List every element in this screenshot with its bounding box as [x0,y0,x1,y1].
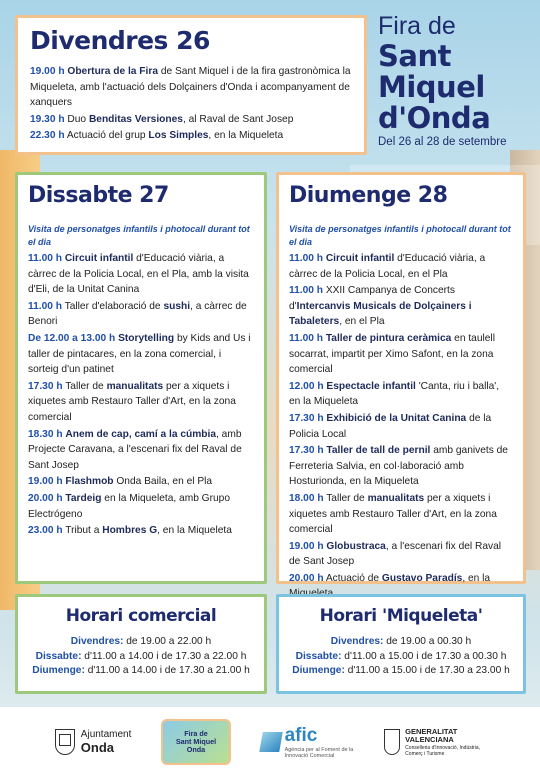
event-text-post: de la Policia Local [289,412,492,440]
card-dissabte [15,172,267,584]
event-text-post: Onda Baila, en el Pla [113,476,213,488]
event-time: 11.00 h [289,285,323,297]
heading-divendres: Divendres 26 [30,26,210,55]
event-item [30,112,352,128]
event-highlight: sushi [163,300,191,312]
hours-range: d'11.00 a 15.00 i de 17.30 a 23.00 h [344,665,510,677]
hours-range: de 19.00 a 00.30 h [383,636,472,647]
logo-fira-line3: Onda [186,745,206,754]
event-item [289,251,513,282]
heading-dissabte: Dissabte 27 [28,183,169,208]
event-time: 20.00 h [289,572,324,584]
event-item [289,539,513,570]
event-item [28,427,254,474]
event-highlight: Taller de pintura ceràmica [325,332,452,344]
event-text-pre: Actuació de [325,572,382,584]
event-time: 19.00 h [28,476,63,488]
hours-day: Dissabte: [295,650,342,662]
card-horari-miqueleta [276,594,526,694]
hours-day: Divendres: [70,636,124,647]
event-highlight: Taller de tall de pernil [326,445,431,457]
event-text-post: d'Educació viària, a càrrec de la Policia Local, en el Pla, amb la visita d'Eli, de la Unitat Canina [28,253,249,296]
event-text-post: per a xiquets i xiquetes amb Restauro Taller d'Art, en la zona comercial [28,380,236,423]
events-divendres [30,64,352,144]
event-item [28,251,254,298]
event-time: 19.30 h [30,113,65,125]
event-time: 19.00 h [289,540,324,552]
hours-row [24,650,258,665]
event-text-post: , a càrrec de Benori [28,300,247,328]
event-text-post: , a l'escenari fix del Raval de Sant Josep [289,540,502,568]
event-time: 18.00 h [289,492,324,504]
event-time: 19.00 h [30,66,65,77]
logo-generalitat [384,728,485,757]
title-sant: Sant [378,39,451,73]
event-item [289,411,513,442]
event-highlight: Anem de cap, camí a la cúmbia [65,428,217,440]
event-highlight: Storytelling [118,332,175,344]
event-highlight: Circuit infantil [325,253,395,264]
gv-line2: VALENCIANA [405,735,454,744]
title-onda: d'Onda [378,101,491,135]
event-text-pre: Actuació del grup [66,130,149,142]
event-item [30,64,352,111]
afic-name: afic [284,724,318,746]
event-text-post: , amb Projecte Caravana, a l'escenari fix del Raval de Sant Josep [28,428,242,471]
title-dates: Del 26 al 28 de setembre [378,136,507,148]
event-text-post: de Sant Miquel i de la fira gastronòmica la Miqueleta, amb l'actuació dels Dolçainers d'Onda i acompanyament de xanquers [30,66,351,109]
event-highlight: Hombres G [102,525,158,537]
gv-line1: GENERALITAT [405,726,458,736]
hours-row [24,664,258,679]
event-text-post: 'Canta, riu i balla', en la Miqueleta [289,380,500,408]
event-text-post: amb ganivets de Ferreteria Salvia, en col·laboració amb Hosturionda, en la Miqueleta [289,445,508,488]
event-highlight: manualitats [367,492,425,504]
logo-fira-sant-miquel [161,719,231,765]
logo-fira-line2: Sant Miquel [175,737,217,746]
event-item [289,283,513,330]
event-time: 20.00 h [28,492,63,504]
event-time: De 12.00 a 13.00 h [28,332,116,344]
title-miquel: Miquel [378,70,485,104]
event-text-post: , en la Miqueleta [208,130,284,142]
note-dissabte: Visita de personatges infantils i photocall durant tot el dia [28,224,250,247]
events-diumenge [289,251,513,602]
event-highlight: Benditas Versiones [88,113,183,125]
heading-horari-comercial: Horari comercial [65,606,217,626]
event-time: 18.30 h [28,428,63,440]
afic-subtitle: Agència per al Foment de la Innovació Comercial [284,746,354,759]
event-time: 17.30 h [289,445,324,457]
heading-horari-miqueleta: Horari 'Miqueleta' [319,606,483,626]
event-text-post: en taulell socarrat, impartit per Ximo Safont, en la zona comercial [289,332,495,376]
event-highlight: Exhibició de la Unitat Canina [326,412,467,424]
hours-day: Diumenge: [292,665,345,677]
logo-ajuntament-line1: Ajuntament [80,729,132,740]
event-item [289,443,513,490]
event-highlight: Obertura de la Fira [67,66,158,77]
event-time: 11.00 h [28,253,62,264]
event-text-post: by Kids and Us i taller de pintacares, en la zona comercial, i sorteig d'un patinet [28,332,251,376]
event-highlight: Tardeig [65,492,102,504]
hours-row [285,635,517,650]
event-time: 11.00 h [289,332,323,344]
hours-range: d'11.00 a 15.00 i de 17.30 a 00.30 h [341,650,507,662]
card-horari-comercial [15,594,267,694]
event-item [28,379,254,426]
event-text-pre: Duo [67,113,89,125]
hours-day: Diumenge: [32,665,85,677]
note-diumenge: Visita de personatges infantils i photocall durant tot el dia [289,224,511,247]
event-item [289,331,513,378]
event-text-pre: XXII Campanya de Concerts d' [289,285,455,312]
hours-range: de 19.00 a 22.00 h [123,636,212,647]
event-highlight: Gustavo Paradís [381,572,463,584]
hours-day: Divendres: [330,636,384,647]
event-item [28,474,254,490]
card-diumenge [276,172,526,584]
title-fira: Fira de [378,12,456,40]
hours-range: d'11.00 a 14.00 i de 17.30 a 21.00 h [84,665,250,677]
events-dissabte [28,251,254,539]
logo-ajuntament-onda [55,729,132,755]
heading-diumenge: Diumenge 28 [289,183,448,208]
event-text-post: per a xiquets i xiquetes amb Restauro Taller d'Art, en la zona comercial [289,492,497,536]
event-item [289,491,513,538]
event-highlight: Intercanvis Musicals de Dolçainers i Tabaleters [289,300,472,328]
hours-comercial [24,635,258,679]
hours-row [24,635,258,650]
event-highlight: manualitats [106,380,164,392]
event-time: 11.00 h [28,300,62,312]
logo-fira-line1: Fira de [184,729,208,738]
event-item [28,523,254,539]
card-divendres [15,15,367,155]
hours-range: d'11.00 a 14.00 i de 17.30 a 22.00 h [81,650,247,662]
event-text-pre: Taller de [326,492,368,504]
hours-miqueleta [285,635,517,679]
event-time: 12.00 h [289,380,324,392]
event-text-pre: Tribut a [65,525,103,537]
sponsors-footer [0,707,540,777]
event-text-pre: Taller d'elaboració de [64,300,164,312]
event-item [28,331,254,378]
gv-subtitle: Conselleria d'Innovació, Indústria, Comerç i Turisme [405,744,481,757]
event-text-post: en la Miqueleta, amb Grupo Electrógeno [28,492,231,520]
event-highlight: Flashmob [65,476,114,488]
event-text-post: , al Raval de Sant Josep [182,113,294,125]
onda-crest-icon [55,729,75,755]
event-text-post: d'Educació viària, a càrrec de la Policia Local, en el Pla [289,253,486,280]
event-text-post: , en la [462,572,491,584]
event-highlight: Circuit infantil [64,253,134,264]
event-item [30,128,352,144]
event-item [28,299,254,330]
logo-ajuntament-line2: Onda [80,740,115,755]
generalitat-crest-icon [384,729,400,755]
event-text-pre: Taller de [65,380,107,392]
event-highlight: Espectacle infantil [326,380,416,392]
event-time: 23.00 h [28,525,63,537]
poster-title [378,12,538,148]
event-item [289,379,513,410]
event-time: 17.30 h [289,412,324,424]
hours-row [285,664,517,679]
event-highlight: Los Simples [148,130,209,142]
event-time: 17.30 h [28,380,63,392]
event-time: 11.00 h [289,253,323,264]
event-highlight: Globustraca [326,540,386,552]
event-text-post: , en el Pla [339,316,385,328]
event-item [28,491,254,522]
hours-day: Dissabte: [35,650,82,662]
afic-mark-icon [259,732,283,752]
logo-afic [261,725,355,760]
event-text-post: , en la Miqueleta [157,525,232,537]
hours-row [285,650,517,665]
event-time: 22.30 h [30,130,65,142]
